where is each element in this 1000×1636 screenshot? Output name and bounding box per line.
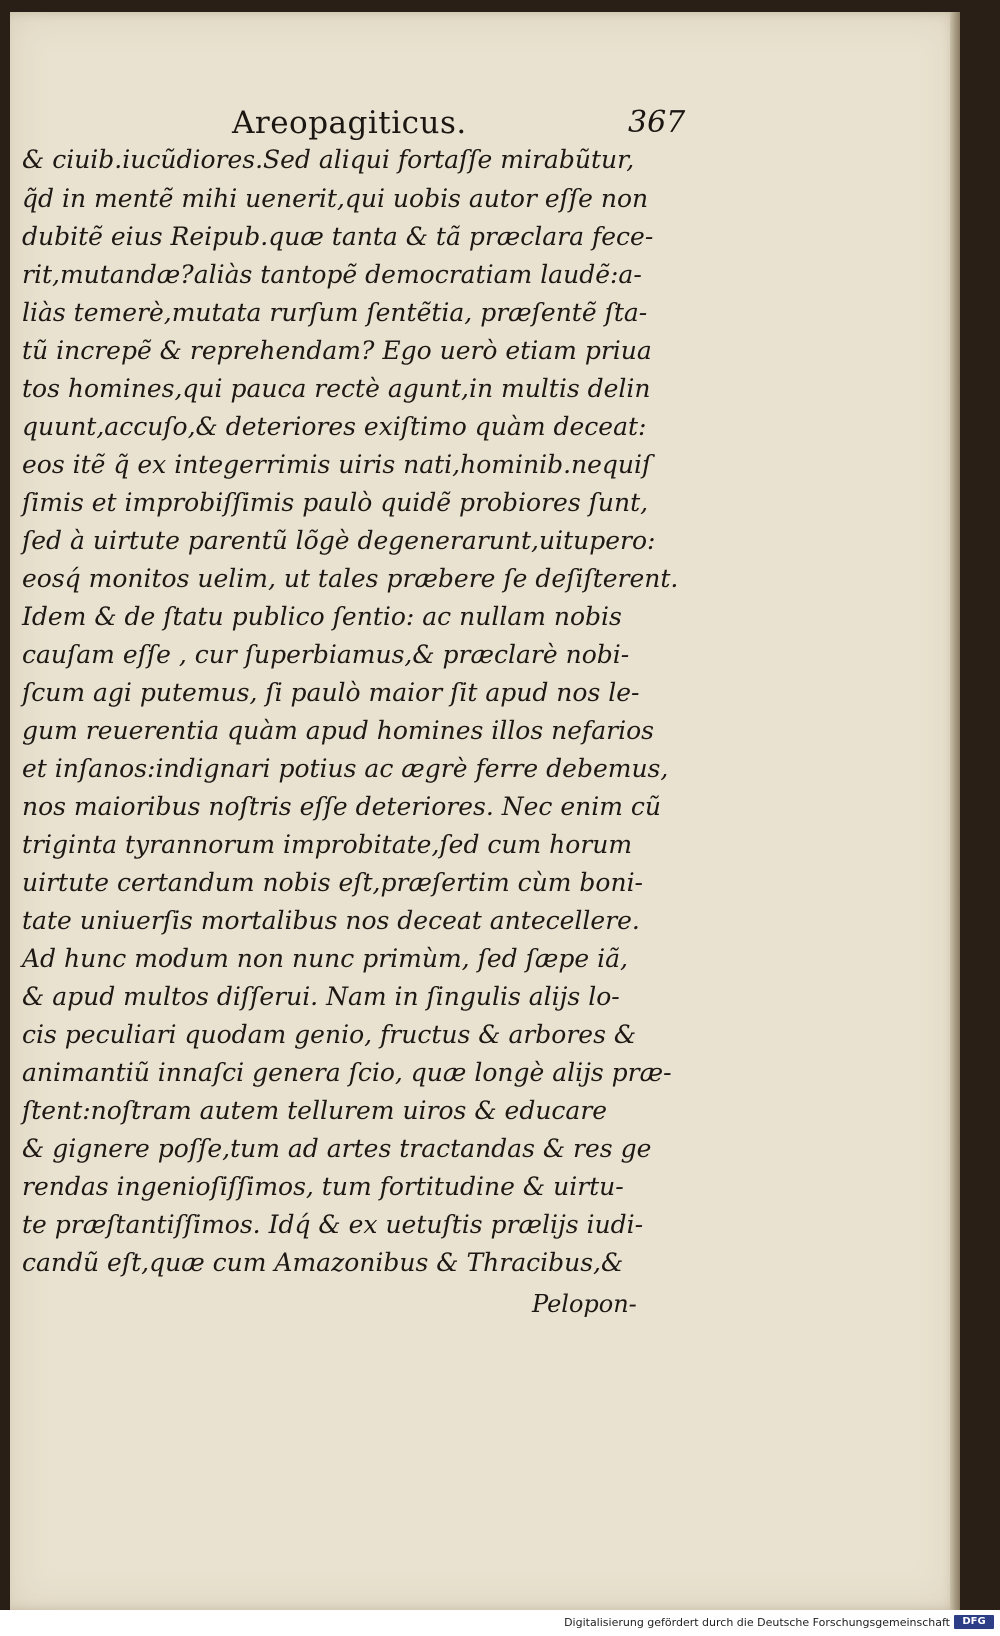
- text-line: nos maioribus noſtris eſſe deteriores. Nec enim cũ: [22, 792, 662, 821]
- text-line: & gignere poſſe,tum ad artes tractandas & res ge: [22, 1134, 652, 1163]
- page-header: [0, 105, 960, 145]
- text-line: ſed à uirtute parentũ lõgè degenerarunt,uitupero:: [22, 526, 656, 555]
- text-line: ſcum agi putemus, ſi paulò maior ſit apud nos le-: [22, 678, 640, 707]
- text-line: et inſanos:indignari potius ac ægrè ferre debemus,: [22, 754, 669, 783]
- text-line: te præſtantiſſimos. Idq́ & ex uetuſtis prælijs iudi-: [22, 1210, 644, 1239]
- funding-credit: Digitalisierung gefördert durch die Deutsche Forschungsgemeinschaft: [564, 1616, 950, 1629]
- text-line: & apud multos diſſerui. Nam in ſingulis alijs lo-: [22, 982, 620, 1011]
- text-line: triginta tyrannorum improbitate,ſed cum horum: [22, 830, 633, 859]
- folio-number: 367: [628, 105, 686, 140]
- text-line: dubitẽ eius Reipub.quæ tanta & tã præclara fece-: [22, 222, 654, 251]
- text-line: eos itẽ q̃ ex integerrimis uiris nati,hominib.nequiſ: [22, 450, 652, 479]
- text-line: rit,mutandæ?aliàs tantopẽ democratiam laudẽ:a-: [22, 260, 642, 289]
- footer-bar: [0, 1610, 1000, 1636]
- text-line: gum reuerentia quàm apud homines illos nefarios: [22, 716, 654, 745]
- text-line: Idem & de ſtatu publico ſentio: ac nullam nobis: [22, 602, 622, 631]
- text-line: liàs temerè,mutata rurſum ſentẽtia, præſentẽ ſta-: [22, 298, 648, 327]
- dfg-logo: DFG: [954, 1615, 994, 1629]
- text-line: eosq́ monitos uelim, ut tales præbere ſe deſiſterent.: [22, 564, 679, 593]
- text-line: animantiũ innaſci genera ſcio, quæ longè alijs præ-: [22, 1058, 672, 1087]
- page-edge: [950, 12, 960, 1610]
- text-line: candũ eſt,quæ cum Amazonibus & Thracibus,&: [22, 1248, 624, 1277]
- catchword: Pelopon-: [532, 1290, 637, 1318]
- running-head: Areopagiticus.: [232, 105, 467, 141]
- text-line: Ad hunc modum non nunc primùm, ſed ſæpe iã,: [22, 944, 628, 973]
- text-line: cis peculiari quodam genio, fructus & arbores &: [22, 1020, 637, 1049]
- text-line: rendas ingenioſiſſimos, tum fortitudine & uirtu-: [22, 1172, 624, 1201]
- text-line: tate uniuerſis mortalibus nos deceat antecellere.: [22, 906, 640, 935]
- text-line: q̃d in mentẽ mihi uenerit,qui uobis autor eſſe non: [22, 184, 649, 213]
- text-line: quunt,accuſo,& deteriores exiſtimo quàm deceat:: [22, 412, 647, 441]
- text-line: uirtute certandum nobis eſt,præſertim cùm boni-: [22, 868, 644, 897]
- text-line: & ciuib.iucũdiores.Sed aliqui fortaſſe mirabũtur,: [22, 145, 635, 174]
- text-line: ſtent:noſtram autem tellurem uiros & educare: [22, 1096, 608, 1125]
- text-line: tũ increpẽ & reprehendam? Ego uerò etiam priua: [22, 336, 652, 365]
- text-line: ſimis et improbiſſimis paulò quidẽ probiores ſunt,: [22, 488, 649, 517]
- text-line: tos homines,qui pauca rectè agunt,in multis delin: [22, 374, 651, 403]
- text-line: cauſam eſſe , cur ſuperbiamus,& præclarè nobi-: [22, 640, 630, 669]
